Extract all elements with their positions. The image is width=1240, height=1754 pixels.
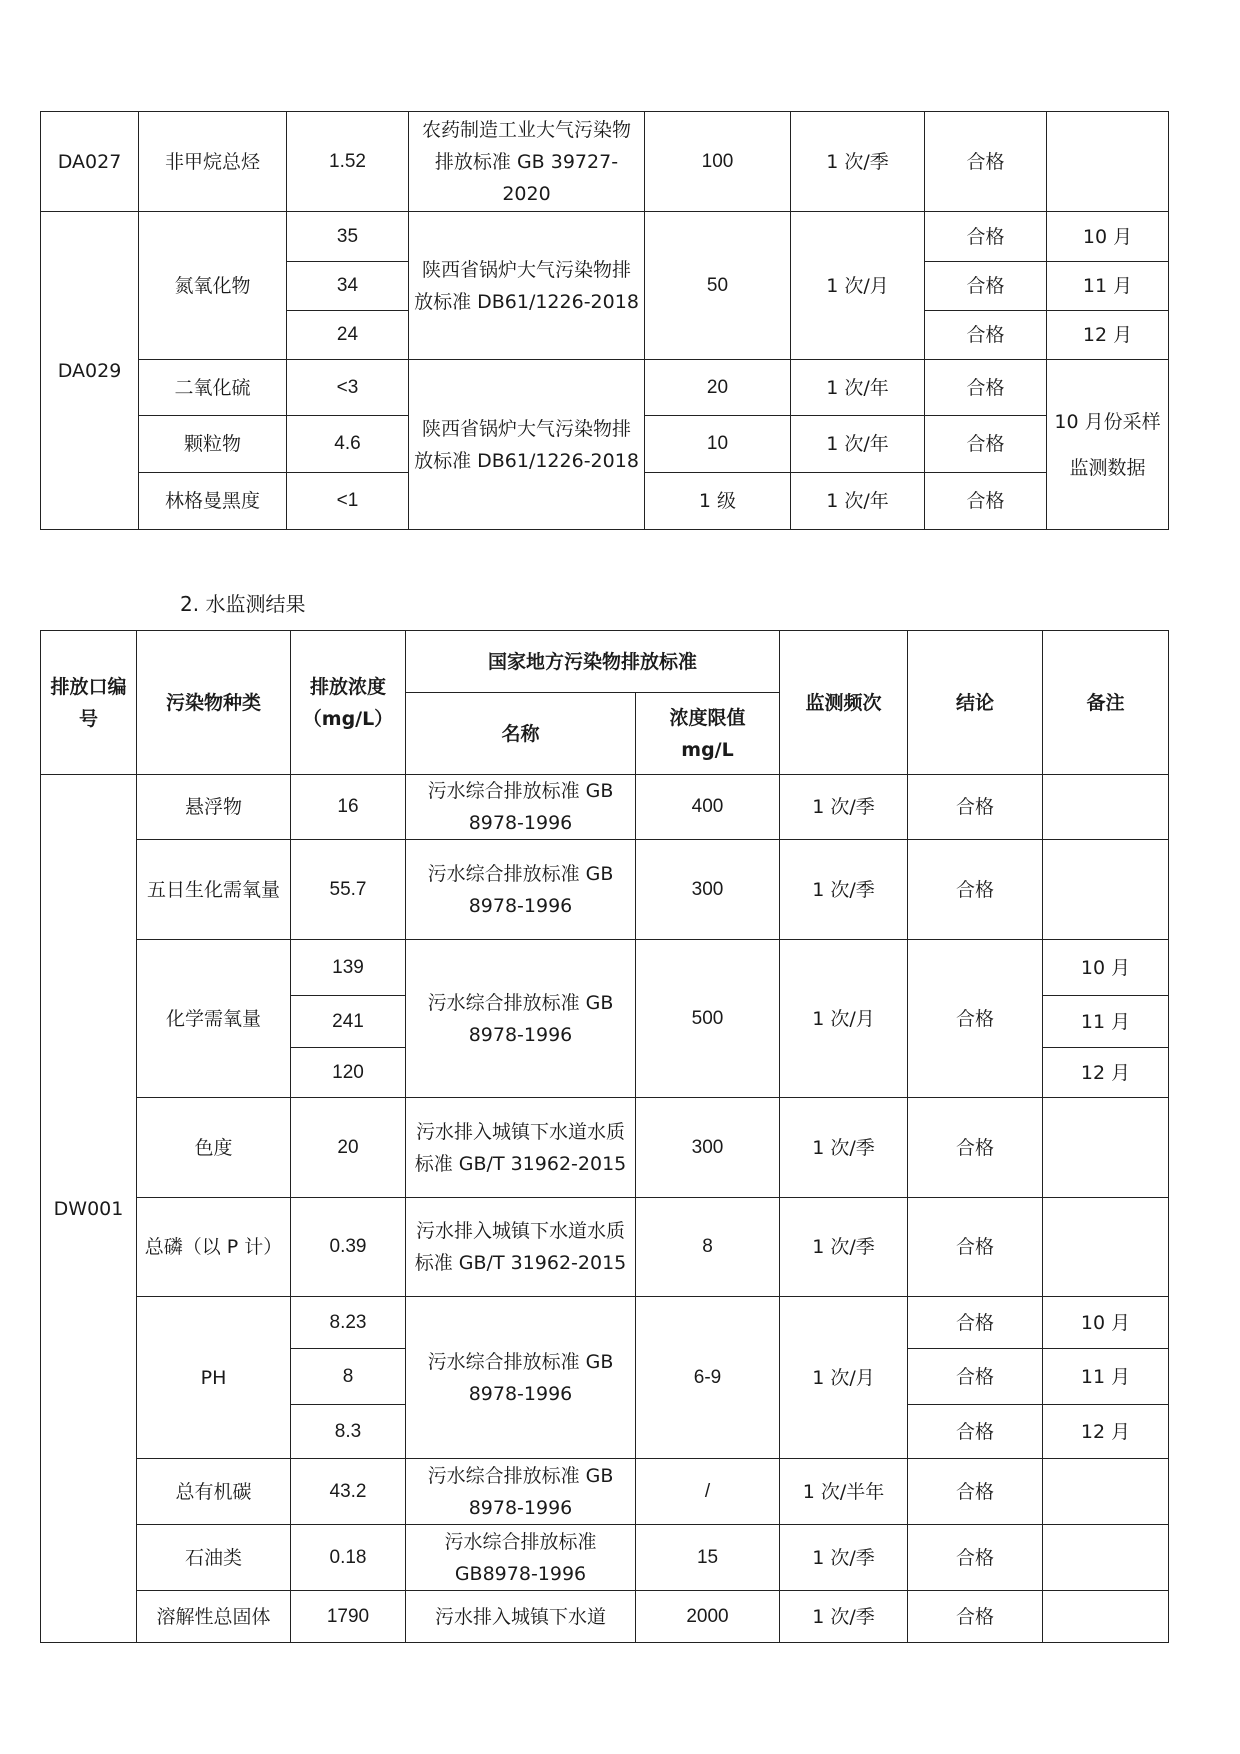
concentration-value: 1.52 [287, 112, 409, 212]
conclusion: 合格 [908, 1297, 1043, 1349]
frequency: 1 次/季 [780, 775, 908, 840]
standard-name: 陕西省锅炉大气污染物排放标准 DB61/1226-2018 [409, 360, 645, 530]
pollutant-type: 二氧化硫 [139, 360, 287, 416]
conclusion: 合格 [908, 1459, 1043, 1525]
table-row [41, 212, 1169, 262]
header-conclusion: 结论 [908, 631, 1043, 775]
concentration-value: 55.7 [291, 840, 406, 940]
concentration-value: 24 [287, 311, 409, 360]
frequency: 1 次/季 [780, 1198, 908, 1297]
header-outlet: 排放口编号 [41, 631, 137, 775]
note: 12 月 [1047, 311, 1169, 360]
limit-value: 1 级 [645, 473, 791, 530]
standard-name: 农药制造工业大气污染物排放标准 GB 39727-2020 [409, 112, 645, 212]
limit-value: 50 [645, 212, 791, 360]
concentration-value: 4.6 [287, 416, 409, 473]
concentration-value: 1790 [291, 1591, 406, 1643]
note [1043, 1591, 1169, 1643]
frequency: 1 次/季 [780, 1591, 908, 1643]
outlet-id: DA029 [41, 212, 139, 530]
limit-value: 15 [636, 1525, 780, 1591]
table-row [41, 1297, 1169, 1349]
table-row [41, 1591, 1169, 1643]
conclusion: 合格 [908, 1405, 1043, 1459]
pollutant-type: 色度 [137, 1098, 291, 1198]
frequency: 1 次/年 [791, 360, 925, 416]
pollutant-type: 总有机碳 [137, 1459, 291, 1525]
note: 10 月 [1047, 212, 1169, 262]
frequency: 1 次/季 [780, 1098, 908, 1198]
table-row [41, 360, 1169, 416]
conclusion: 合格 [908, 1525, 1043, 1591]
concentration-value: <1 [287, 473, 409, 530]
limit-value: 100 [645, 112, 791, 212]
pollutant-type: 林格曼黑度 [139, 473, 287, 530]
pollutant-type: 颗粒物 [139, 416, 287, 473]
limit-value: 300 [636, 840, 780, 940]
concentration-value: 8.23 [291, 1297, 406, 1349]
pollutant-type: 石油类 [137, 1525, 291, 1591]
pollutant-type: 氮氧化物 [139, 212, 287, 360]
note [1043, 775, 1169, 840]
conclusion: 合格 [925, 416, 1047, 473]
note [1043, 1098, 1169, 1198]
conclusion: 合格 [908, 940, 1043, 1098]
conclusion: 合格 [908, 840, 1043, 940]
pollutant-type: PH [137, 1297, 291, 1459]
table-row [41, 1198, 1169, 1297]
table-row [41, 775, 1169, 840]
concentration-value: 34 [287, 262, 409, 311]
conclusion: 合格 [925, 311, 1047, 360]
table-row [41, 940, 1169, 996]
standard-name: 污水综合排放标准 GB 8978-1996 [406, 940, 636, 1098]
standard-name: 污水综合排放标准 GB 8978-1996 [406, 1459, 636, 1525]
pollutant-type: 悬浮物 [137, 775, 291, 840]
frequency: 1 次/半年 [780, 1459, 908, 1525]
pollutant-type: 总磷（以 P 计） [137, 1198, 291, 1297]
note: 11 月 [1043, 1349, 1169, 1405]
limit-value: 2000 [636, 1591, 780, 1643]
concentration-value: 8.3 [291, 1405, 406, 1459]
conclusion: 合格 [908, 775, 1043, 840]
standard-name: 污水综合排放标准 GB 8978-1996 [406, 840, 636, 940]
pollutant-type: 化学需氧量 [137, 940, 291, 1098]
concentration-value: <3 [287, 360, 409, 416]
pollutant-type: 五日生化需氧量 [137, 840, 291, 940]
table-row [41, 840, 1169, 940]
frequency: 1 次/月 [780, 1297, 908, 1459]
frequency: 1 次/年 [791, 473, 925, 530]
pollutant-type: 非甲烷总烃 [139, 112, 287, 212]
concentration-value: 35 [287, 212, 409, 262]
standard-name: 污水综合排放标准 GB 8978-1996 [406, 775, 636, 840]
standard-name: 污水综合排放标准 GB8978-1996 [406, 1525, 636, 1591]
note [1043, 1198, 1169, 1297]
air-monitoring-table [40, 111, 1169, 530]
conclusion: 合格 [908, 1198, 1043, 1297]
header-standard-name: 名称 [406, 693, 636, 775]
conclusion: 合格 [925, 212, 1047, 262]
conclusion: 合格 [925, 473, 1047, 530]
conclusion: 合格 [925, 360, 1047, 416]
pollutant-type: 溶解性总固体 [137, 1591, 291, 1643]
standard-name: 污水综合排放标准 GB 8978-1996 [406, 1297, 636, 1459]
header-note: 备注 [1043, 631, 1169, 775]
note: 11 月 [1047, 262, 1169, 311]
note: 12 月 [1043, 1405, 1169, 1459]
concentration-value: 20 [291, 1098, 406, 1198]
limit-value: 20 [645, 360, 791, 416]
note [1043, 840, 1169, 940]
section-heading: 2. 水监测结果 [180, 592, 306, 616]
table-row [41, 1459, 1169, 1525]
standard-name: 陕西省锅炉大气污染物排放标准 DB61/1226-2018 [409, 212, 645, 360]
header-row [41, 631, 1169, 693]
water-monitoring-table [40, 630, 1169, 1643]
frequency: 1 次/月 [780, 940, 908, 1098]
note [1043, 1525, 1169, 1591]
concentration-value: 8 [291, 1349, 406, 1405]
outlet-id: DW001 [41, 775, 137, 1643]
concentration-value: 43.2 [291, 1459, 406, 1525]
limit-value: 6-9 [636, 1297, 780, 1459]
note: 11 月 [1043, 996, 1169, 1048]
conclusion: 合格 [925, 112, 1047, 212]
table-row [41, 1525, 1169, 1591]
table-row [41, 1098, 1169, 1198]
header-pollutant: 污染物种类 [137, 631, 291, 775]
conclusion: 合格 [925, 262, 1047, 311]
outlet-id: DA027 [41, 112, 139, 212]
frequency: 1 次/季 [780, 840, 908, 940]
concentration-value: 0.39 [291, 1198, 406, 1297]
limit-value: 400 [636, 775, 780, 840]
conclusion: 合格 [908, 1591, 1043, 1643]
standard-name: 污水排入城镇下水道 [406, 1591, 636, 1643]
note: 10 月 [1043, 1297, 1169, 1349]
frequency: 1 次/季 [780, 1525, 908, 1591]
note: 12 月 [1043, 1048, 1169, 1098]
limit-value: 8 [636, 1198, 780, 1297]
concentration-value: 120 [291, 1048, 406, 1098]
frequency: 1 次/季 [791, 112, 925, 212]
frequency: 1 次/年 [791, 416, 925, 473]
limit-value: 500 [636, 940, 780, 1098]
note [1043, 1459, 1169, 1525]
header-limit: 浓度限值 mg/L [636, 693, 780, 775]
standard-name: 污水排入城镇下水道水质标准 GB/T 31962-2015 [406, 1098, 636, 1198]
header-concentration: 排放浓度（mg/L） [291, 631, 406, 775]
concentration-value: 139 [291, 940, 406, 996]
conclusion: 合格 [908, 1349, 1043, 1405]
limit-value: 10 [645, 416, 791, 473]
limit-value: 300 [636, 1098, 780, 1198]
header-standard-group: 国家地方污染物排放标准 [406, 631, 780, 693]
standard-name: 污水排入城镇下水道水质标准 GB/T 31962-2015 [406, 1198, 636, 1297]
table-row [41, 112, 1169, 212]
note [1047, 112, 1169, 212]
concentration-value: 0.18 [291, 1525, 406, 1591]
header-frequency: 监测频次 [780, 631, 908, 775]
conclusion: 合格 [908, 1098, 1043, 1198]
note: 10 月份采样监测数据 [1047, 360, 1169, 530]
frequency: 1 次/月 [791, 212, 925, 360]
limit-value: / [636, 1459, 780, 1525]
note: 10 月 [1043, 940, 1169, 996]
concentration-value: 16 [291, 775, 406, 840]
concentration-value: 241 [291, 996, 406, 1048]
